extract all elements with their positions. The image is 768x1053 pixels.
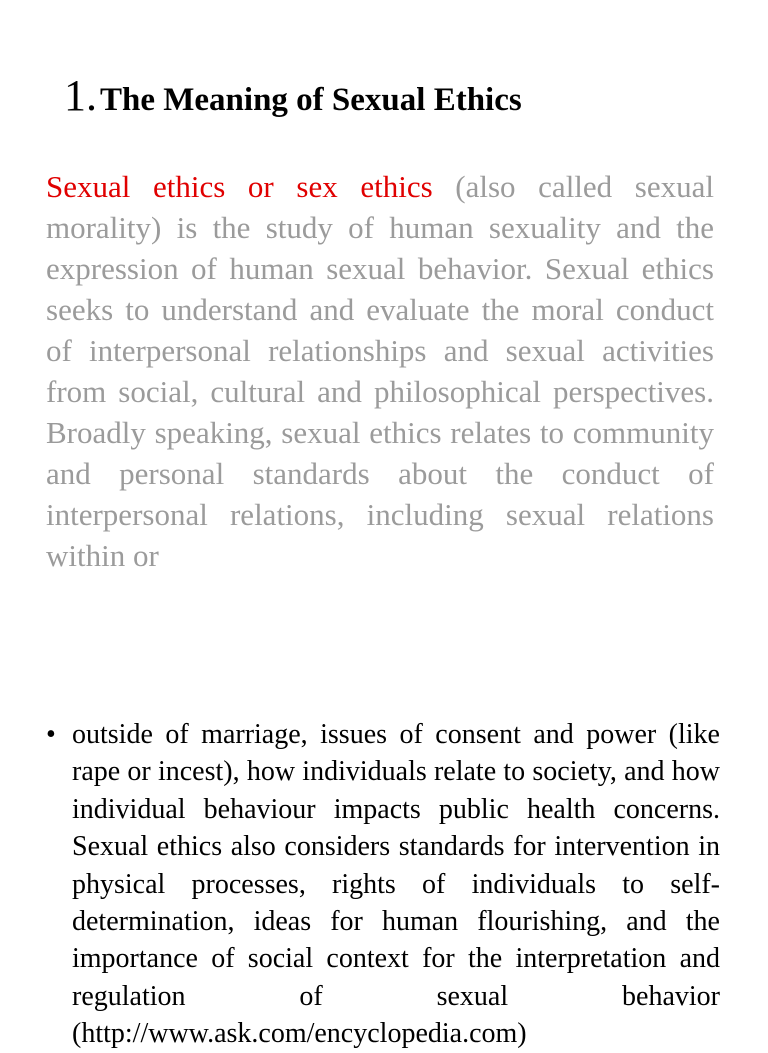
bullet-list bbox=[46, 716, 720, 1053]
section-title: The Meaning of Sexual Ethics bbox=[100, 82, 522, 118]
section-heading bbox=[64, 71, 744, 120]
bullet-item bbox=[46, 716, 720, 1053]
paragraph-body: (also called sexual morality) is the study of human sexuality and the expression of human sexual behavior. Sexual ethics seeks to understand and evaluate the moral conduct of interpersonal relationships and sexual activities from social, cultural and philosophical perspectives. Broadly speaking, sexual ethics relates to community and personal standards about the conduct of interpersonal relations, including sexual relations within or bbox=[46, 169, 714, 573]
bullet-marker: • bbox=[46, 719, 56, 750]
definition-paragraph bbox=[46, 166, 714, 576]
section-number: 1. bbox=[64, 71, 97, 120]
bullet-text: outside of marriage, issues of consent and power (like rape or incest), how individuals relate to society, and how individual behaviour impacts public health concerns. Sexual ethics also considers standards for intervention in physical processes, rights of individuals to self-determination, ideas for human flourishing, and the importance of social context for the interpretation and regulation of sexual behavior (http://www.ask.com/encyclopedia.com) bbox=[72, 719, 720, 1050]
highlighted-term: Sexual ethics or sex ethics bbox=[46, 169, 433, 204]
